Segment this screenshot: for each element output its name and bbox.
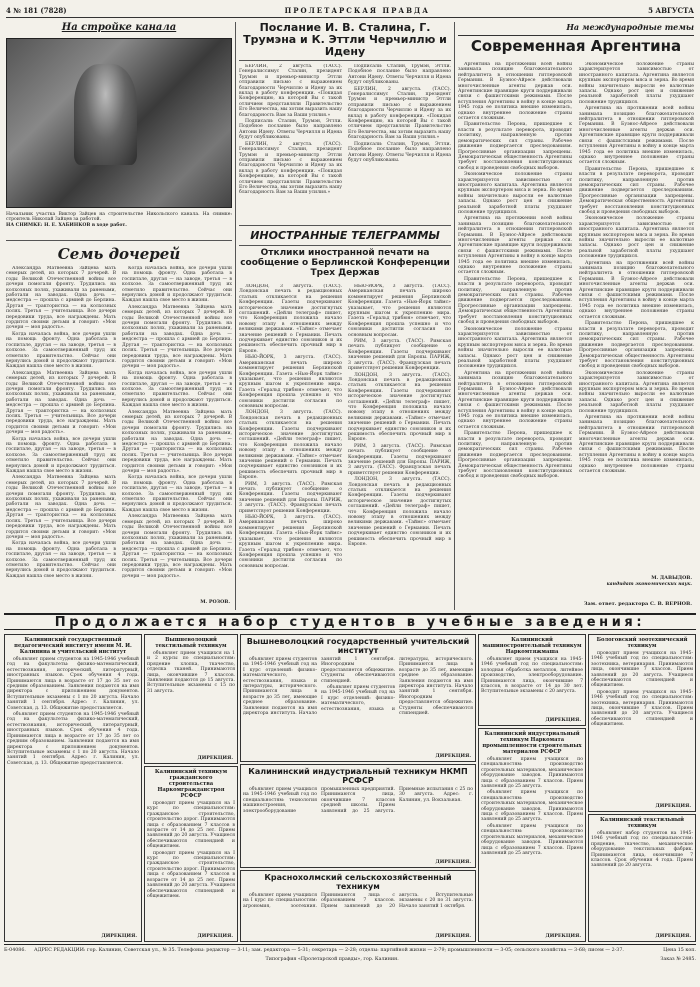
- ad-bologoe-zootechnical-technikum: Бологовский зоотехнический техникум проводит прием учащихся на 1945-1946 учебный год по специальностям: зоотехника, ветеринария. Принимаются лица, окончившие 7 классов. Прием заявлений до 20 августа. Учащиеся обеспечиваются стипендией и общежитием. проводит прием учащихся на 1945-1946 учебный год по специальностям: зоотехника, ветеринария. Принимаются лица, окончившие 7 классов. Прием заявлений до 20 августа. Учащиеся обеспечиваются стипендией и общежитием. ДИРЕКЦИЯ.: [588, 634, 696, 812]
- story-text-col2: Когда началась война, все дочери ушли на помощь фронту. Одна работала в госпитале, другая — на заводе, третья — в колхозе. За самоотверженный труд их отметило правительство. Сейчас они вернулись домой и продолжают трудиться. Каждая нашла свое место в жизни. Александра Матвеевна Зайцева мать семерых детей, из которых 7 дочерей. В годы Великой Отечественной войны все дочери помогали фронту. Трудились на колхозных полях, ухаживали за ранеными, работали на заводах. Одна дочь — медсестра — прошла с армией до Берлина. Другая — трактористка — на колхозных полях. Третья — учительница. Все дочери передовики труда, все награждены. Мать гордится своими детьми и говорит: «Мои дочери — моя радость». Когда началась война, все дочери ушли на помощь фронту. Одна работала в госпитале, другая — на заводе, третья — в колхозе. За самоотверженный труд их отметило правительство. Сейчас они вернулись домой и продолжают трудиться. Каждая нашла свое место в жизни. Александра Матвеевна Зайцева мать семерых детей, из которых 7 дочерей. В годы Великой Отечественной войны все дочери помогали фронту. Трудились на колхозных полях, ухаживали за ранеными, работали на заводах. Одна дочь — медсестра — прошла с армией до Берлина. Другая — трактористка — на колхозных полях. Третья — учительница. Все дочери передовики труда, все награждены. Мать гордится своими детьми и говорит: «Мои дочери — моя радость». Когда началась война, все дочери ушли на помощь фронту. Одна работала в госпитале, другая — на заводе, третья — в колхозе. За самоотверженный труд их отметило правительство. Сейчас они вернулись домой и продолжают трудиться. Каждая нашла свое место в жизни. Александра Матвеевна Зайцева мать семерых детей, из которых 7 дочерей. В годы Великой Отечественной войны все дочери помогали фронту. Трудились на колхозных полях, ухаживали за ранеными, работали на заводах. Одна дочь — медсестра — прошла с армией до Берлина. Другая — трактористка — на колхозных полях. Третья — учительница. Все дочери передовики труда, все награждены. Мать гордится своими детьми и говорит: «Мои дочери — моя радость».: [122, 266, 232, 579]
- ad-vyshny-volochek-teachers-institute: Вышневолоцкий государственный учительский институт объявляет прием студентов на 1945-1946 учебный год на I курс отделений: физико-математического, естествознания, языка и литературы, исторического. Принимаются лица в возрасте до 35 лет, имеющие среднее образование. Заявления подаются на имя директора института. Начало занятий 1 сентября. Иногородним предоставляется общежитие. Студенты обеспечиваются стипендией. объявляет прием студентов на 1945-1946 учебный год на I курс отделений: физико-математического, естествознания, языка и литературы, исторического. Принимаются лица в возрасте до 35 лет, имеющие среднее образование. Заявления подаются на имя директора института. Начало занятий 1 сентября. Иногородним предоставляется общежитие. Студенты обеспечиваются стипендией. ДИРЕКЦИЯ.: [240, 634, 476, 762]
- foreign-telegrams-heading: ИНОСТРАННЫЕ ТЕЛЕГРАММЫ: [250, 229, 440, 242]
- argentina-title: Современная Аргентина: [458, 35, 694, 55]
- main-article-col1: БЕРЛИН, 2 августа. (ТАСС). Генералиссимус Сталин, президент Трумэн и премьер-министр Эттли отправили письмо с выражением благодарности Черчиллю и Идену за их вклад в работу конференции. «Покидая Конференцию, на которой Вы с такой отличием представляли Правительство Его Величества, мы хотим выразить нашу благодарность Вам за Ваши усилия.» Подписали: Сталин, Трумэн, Эттли. Подобное послание было направлено Антони Идену. Ответы Черчилля и Идена будут опубликованы. БЕРЛИН, 2 августа. (ТАСС). Генералиссимус Сталин, президент Трумэн и премьер-министр Эттли отправили письмо с выражением благодарности Черчиллю и Идену за их вклад в работу конференции. «Покидая Конференцию, на которой Вы с такой отличием представляли Правительство Его Величества, мы хотим выразить нашу благодарность Вам за Ваши усилия.»: [239, 64, 342, 196]
- ad-vyshny-volochek-textile-technikum: Вышневолоцкий текстильный техникум объявляет прием учащихся на 1 и 2 курсы по специальностям: прядение хлопка, ткачество, отделка тканей. Принимаются лица, окончившие 7 классов. Заявления подаются до 15 августа. Вступительные экзамены с 15 по 31 августа. ДИРЕКЦИЯ.: [144, 634, 238, 764]
- issue-number: 4 № 181 (7828): [6, 6, 67, 15]
- main-article-title: Послание И. В. Сталина, Г. Трумэна и К. Эттли Черчиллю и Идену: [243, 22, 447, 59]
- price: Цена 15 коп.: [663, 948, 696, 953]
- censor-code: Б-04086.: [4, 948, 26, 953]
- right-rubric: На международные темы: [566, 22, 694, 32]
- order-number: Заказ № 2485.: [660, 957, 696, 962]
- ad-kalinin-machine-building-technikum: Калининский машиностроительный техникум Наркомтяжмаша объявляет прием учащихся на 1945-1946 учебный год по специальностям: холодная обработка металлов, литейное производство, электрооборудование. Принимаются лица, окончившие 7 классов, в возрасте от 14 до 30 лет. Вступительные экзамены с 20 августа. ДИРЕКЦИЯ.: [478, 634, 586, 726]
- argentina-signature: М. ДАВЫДОВ.: [651, 575, 692, 581]
- page-footer: [4, 944, 696, 984]
- argentina-col2: Экономическое положение страны характеризуется зависимостью от иностранного капитала. Аргентина является крупным экспортером мяса и зерна. Во время войны значительно выросли ее валютные запасы. Однако рост цен и снижение реальной заработной платы ухудшают положение трудящихся. Аргентина на протяжении всей войны занимала позицию благожелательного нейтралитета в отношении гитлеровской Германии. В Буэнос-Айресе действовали многочисленные агенты держав оси. Аргентинские правящие круги поддерживали связи с фашистскими режимами. После вступления Аргентины в войну в конце марта 1945 года ее политика внешне изменилась, однако внутреннее положение страны остается сложным. Правительство Перона, пришедшее к власти в результате переворота, проводит политику, направленную против демократических сил страны. Рабочее движение подвергается преследованиям. Прогрессивные организации запрещены. Демократическая общественность Аргентины требует восстановления конституционных свобод и проведения свободных выборов. Экономическое положение страны характеризуется зависимостью от иностранного капитала. Аргентина является крупным экспортером мяса и зерна. Во время войны значительно выросли ее валютные запасы. Однако рост цен и снижение реальной заработной платы ухудшают положение трудящихся. Аргентина на протяжении всей войны занимала позицию благожелательного нейтралитета в отношении гитлеровской Германии. В Буэнос-Айресе действовали многочисленные агенты держав оси. Аргентинские правящие круги поддерживали связи с фашистскими режимами. После вступления Аргентины в войну в конце марта 1945 года ее политика внешне изменилась, однако внутреннее положение страны остается сложным. Правительство Перона, пришедшее к власти в результате переворота, проводит политику, направленную против демократических сил страны. Рабочее движение подвергается преследованиям. Прогрессивные организации запрещены. Демократическая общественность Аргентины требует восстановления конституционных свобод и проведения свободных выборов. Экономическое положение страны характеризуется зависимостью от иностранного капитала. Аргентина является крупным экспортером мяса и зерна. Во время войны значительно выросли ее валютные запасы. Однако рост цен и снижение реальной заработной платы ухудшают положение трудящихся. Аргентина на протяжении всей войны занимала позицию благожелательного нейтралитета в отношении гитлеровской Германии. В Буэнос-Айресе действовали многочисленные агенты держав оси. Аргентинские правящие круги поддерживали связи с фашистскими режимами. После вступления Аргентины в войну в конце марта 1945 года ее политика внешне изменилась, однако внутреннее положение страны остается сложным.: [579, 62, 694, 475]
- foreign-press-title: Отклики иностранной печати на сообщение о Берлинской Конференции Трех Держав: [240, 248, 450, 278]
- main-article-col2: Подписали: Сталин, Трумэн, Эттли. Подобное послание было направлено Антони Идену. Ответы Черчилля и Идена будут опубликованы. БЕРЛИН, 2 августа. (ТАСС). Генералиссимус Сталин, президент Трумэн и премьер-министр Эттли отправили письмо с выражением благодарности Черчиллю и Идену за их вклад в работу конференции. «Покидая Конференцию, на которой Вы с такой отличием представляли Правительство Его Величества, мы хотим выразить нашу благодарность Вам за Ваши усилия.» Подписали: Сталин, Трумэн, Эттли. Подобное послание было направлено Антони Идену. Ответы Черчилля и Идена будут опубликованы.: [348, 64, 451, 163]
- deputy-editor: Зам. ответ. редактора С. В. ВЕРНОВ.: [583, 601, 692, 607]
- ad-kalinin-building-materials-technikum: Калининский индустриальный техникум Наркомата промышленности строительных материалов РСФСР объявляет прием учащихся по специальностям: производство строительных материалов, механическое оборудование заводов. Принимаются лица с образованием 7 классов. Прием заявлений до 25 августа. объявляет прием учащихся по специальностям: производство строительных материалов, механическое оборудование заводов. Принимаются лица с образованием 7 классов. Прием заявлений до 25 августа. объявляет прием учащихся по специальностям: производство строительных материалов, механическое оборудование заводов. Принимаются лица с образованием 7 классов. Прием заявлений до 25 августа. ДИРЕКЦИЯ.: [478, 728, 586, 942]
- argentina-col1: Аргентина на протяжении всей войны занимала позицию благожелательного нейтралитета в отношении гитлеровской Германии. В Буэнос-Айресе действовали многочисленные агенты держав оси. Аргентинские правящие круги поддерживали связи с фашистскими режимами. После вступления Аргентины в войну в конце марта 1945 года ее политика внешне изменилась, однако внутреннее положение страны остается сложным. Правительство Перона, пришедшее к власти в результате переворота, проводит политику, направленную против демократических сил страны. Рабочее движение подвергается преследованиям. Прогрессивные организации запрещены. Демократическая общественность Аргентины требует восстановления конституционных свобод и проведения свободных выборов. Экономическое положение страны характеризуется зависимостью от иностранного капитала. Аргентина является крупным экспортером мяса и зерна. Во время войны значительно выросли ее валютные запасы. Однако рост цен и снижение реальной заработной платы ухудшают положение трудящихся. Аргентина на протяжении всей войны занимала позицию благожелательного нейтралитета в отношении гитлеровской Германии. В Буэнос-Айресе действовали многочисленные агенты держав оси. Аргентинские правящие круги поддерживали связи с фашистскими режимами. После вступления Аргентины в войну в конце марта 1945 года ее политика внешне изменилась, однако внутреннее положение страны остается сложным. Правительство Перона, пришедшее к власти в результате переворота, проводит политику, направленную против демократических сил страны. Рабочее движение подвергается преследованиям. Прогрессивные организации запрещены. Демократическая общественность Аргентины требует восстановления конституционных свобод и проведения свободных выборов. Экономическое положение страны характеризуется зависимостью от иностранного капитала. Аргентина является крупным экспортером мяса и зерна. Во время войны значительно выросли ее валютные запасы. Однако рост цен и снижение реальной заработной платы ухудшают положение трудящихся. Аргентина на протяжении всей войны занимала позицию благожелательного нейтралитета в отношении гитлеровской Германии. В Буэнос-Айресе действовали многочисленные агенты держав оси. Аргентинские правящие круги поддерживали связи с фашистскими режимами. После вступления Аргентины в войну в конце марта 1945 года ее политика внешне изменилась, однако внутреннее положение страны остается сложным. Правительство Перона, пришедшее к власти в результате переворота, проводит политику, направленную против демократических сил страны. Рабочее движение подвергается преследованиям. Прогрессивные организации запрещены. Демократическая общественность Аргентины требует восстановления конституционных свобод и проведения свободных выборов.: [458, 62, 572, 480]
- printer-info: Типография «Пролетарской правды», гор. Калинин.: [265, 957, 399, 962]
- ad-krasny-kholm-agricultural-technikum: Краснохолмский сельскохозяйственный техникум объявляет прием учащихся на I курс по специальностям: агрономия, зоотехния. Принимаются лица с образованием 7 классов. Прием заявлений до 20 августа. Вступительные экзамены с 20 по 31 августа. Начало занятий 1 октября. ДИРЕКЦИЯ.: [240, 870, 476, 942]
- argentina-signature-title: кандидат экономических наук.: [606, 582, 692, 587]
- ad-civil-construction-technikum: Калининский техникум гражданского строительства Наркомгражданстроя РСФСР проводит прием учащихся на I курс по специальностям: гражданское строительство, строительство дорог. Принимаются лица с образованием 7 классов в возрасте от 14 до 25 лет. Прием заявлений до 20 августа. Учащиеся обеспечиваются стипендией и общежитием. проводит прием учащихся на I курс по специальностям: гражданское строительство, строительство дорог. Принимаются лица с образованием 7 классов в возрасте от 14 до 25 лет. Прием заявлений до 20 августа. Учащиеся обеспечиваются стипендией и общежитием. ДИРЕКЦИЯ.: [144, 766, 238, 942]
- ad-kalinin-industrial-technikum-nkmp: Калининский индустриальный техникум НКМП РСФСР объявляет прием учащихся на 1945-1946 учебный год по специальностям: технология машиностроения, электрооборудование промышленных предприятий. Принимаются лица, окончившие 7 классов средней школы. Прием заявлений до 25 августа. Приемные испытания с 25 по 30 августа. Адрес: г. Калинин, ул. Вокзальная. ДИРЕКЦИЯ.: [240, 764, 476, 868]
- newspaper-name: ПРОЛЕТАРСКАЯ ПРАВДА: [284, 6, 430, 15]
- story-text-col1: Александра Матвеевна Зайцева мать семерых детей, из которых 7 дочерей. В годы Великой Отечественной войны все дочери помогали фронту. Трудились на колхозных полях, ухаживали за ранеными, работали на заводах. Одна дочь — медсестра — прошла с армией до Берлина. Другая — трактористка — на колхозных полях. Третья — учительница. Все дочери передовики труда, все награждены. Мать гордится своими детьми и говорит: «Мои дочери — моя радость». Когда началась война, все дочери ушли на помощь фронту. Одна работала в госпитале, другая — на заводе, третья — в колхозе. За самоотверженный труд их отметило правительство. Сейчас они вернулись домой и продолжают трудиться. Каждая нашла свое место в жизни. Александра Матвеевна Зайцева мать семерых детей, из которых 7 дочерей. В годы Великой Отечественной войны все дочери помогали фронту. Трудились на колхозных полях, ухаживали за ранеными, работали на заводах. Одна дочь — медсестра — прошла с армией до Берлина. Другая — трактористка — на колхозных полях. Третья — учительница. Все дочери передовики труда, все награждены. Мать гордится своими детьми и говорит: «Мои дочери — моя радость». Когда началась война, все дочери ушли на помощь фронту. Одна работала в госпитале, другая — на заводе, третья — в колхозе. За самоотверженный труд их отметило правительство. Сейчас они вернулись домой и продолжают трудиться. Каждая нашла свое место в жизни. Александра Матвеевна Зайцева мать семерых детей, из которых 7 дочерей. В годы Великой Отечественной войны все дочери помогали фронту. Трудились на колхозных полях, ухаживали за ранеными, работали на заводах. Одна дочь — медсестра — прошла с армией до Берлина. Другая — трактористка — на колхозных полях. Третья — учительница. Все дочери передовики труда, все награждены. Мать гордится своими детьми и говорит: «Мои дочери — моя радость». Когда началась война, все дочери ушли на помощь фронту. Одна работала в госпитале, другая — на заводе, третья — в колхозе. За самоотверженный труд их отметило правительство. Сейчас они вернулись домой и продолжают трудиться. Каждая нашла свое место в жизни.: [6, 266, 116, 579]
- construction-photo: [6, 38, 232, 208]
- story-title: Семь дочерей: [57, 245, 181, 263]
- center-column: [239, 22, 451, 610]
- left-rubric: На стройке канала: [61, 22, 177, 33]
- story-signature: М. РОЗОВ.: [200, 599, 230, 605]
- page-header: [6, 4, 694, 18]
- ad-kalinin-textile-technikum: Калининский текстильный техникум объявляет набор студентов на 1945-1946 учебный год по специальностям: прядение, ткачество, механическое оборудование текстильных фабрик. Принимаются лица, окончившие 7 классов. Срок обучения 4 года. Прием заявлений до 20 августа. ДИРЕКЦИЯ.: [588, 814, 696, 942]
- right-column: [458, 22, 694, 610]
- left-column: [6, 22, 232, 610]
- foreign-press-col2: НЬЮ-ЙОРК, 3 августа. (ТАСС). Американская печать широко комментирует решения Берлинской Конференции. Газета «Нью-Йорк таймс» указывает, что решения являются крупным шагом к укреплению мира. Газета «Геральд трибюн» отмечает, что Конференция прошла успешно и что союзники достигли согласия по основным вопросам. РИМ, 3 августа. (ТАСС). Римская печать публикует сообщение о Конференции. Газеты подчеркивают значение решений для Европы. ПАРИЖ, 3 августа. (ТАСС). Французская печать приветствует решения Конференции. ЛОНДОН, 3 августа. (ТАСС). Лондонская печать в редакционных статьях откликается на решения Конференции. Газеты подчеркивают историческое значение достигнутых соглашений. «Дейли телеграф» пишет, что Конференция положила начало новому этапу в отношениях между великими державами. «Таймс» отмечает значение решений о Германии. Печать подчеркивает единство союзников и их решимость обеспечить прочный мир в Европе. РИМ, 3 августа. (ТАСС). Римская печать публикует сообщение о Конференции. Газеты подчеркивают значение решений для Европы. ПАРИЖ, 3 августа. (ТАСС). Французская печать приветствует решения Конференции. ЛОНДОН, 3 августа. (ТАСС). Лондонская печать в редакционных статьях откликается на решения Конференции. Газеты подчеркивают историческое значение достигнутых соглашений. «Дейли телеграф» пишет, что Конференция положила начало новому этапу в отношениях между великими державами. «Таймс» отмечает значение решений о Германии. Печать подчеркивает единство союзников и их решимость обеспечить прочный мир в Европе.: [348, 284, 451, 548]
- editorial-address: АДРЕС РЕДАКЦИИ: гор. Калинин, Советская ул., № 35. Телефоны: редактор — 3-11; зам. редактора — 5-31; секретарь — 2-28; отделы: партийной жизни — 2-79; промышленности — 3-05; сельского хозяйства — 3-68; писем — 2-37.: [33, 948, 624, 953]
- issue-date: 5 АВГУСТА: [648, 6, 694, 15]
- foreign-press-col1: ЛОНДОН, 3 августа. (ТАСС). Лондонская печать в редакционных статьях откликается на решения Конференции. Газеты подчеркивают историческое значение достигнутых соглашений. «Дейли телеграф» пишет, что Конференция положила начало новому этапу в отношениях между великими державами. «Таймс» отмечает значение решений о Германии. Печать подчеркивает единство союзников и их решимость обеспечить прочный мир в Европе. НЬЮ-ЙОРК, 3 августа. (ТАСС). Американская печать широко комментирует решения Берлинской Конференции. Газета «Нью-Йорк таймс» указывает, что решения являются крупным шагом к укреплению мира. Газета «Геральд трибюн» отмечает, что Конференция прошла успешно и что союзники достигли согласия по основным вопросам. ЛОНДОН, 3 августа. (ТАСС). Лондонская печать в редакционных статьях откликается на решения Конференции. Газеты подчеркивают историческое значение достигнутых соглашений. «Дейли телеграф» пишет, что Конференция положила начало новому этапу в отношениях между великими державами. «Таймс» отмечает значение решений о Германии. Печать подчеркивает единство союзников и их решимость обеспечить прочный мир в Европе. РИМ, 3 августа. (ТАСС). Римская печать публикует сообщение о Конференции. Газеты подчеркивают значение решений для Европы. ПАРИЖ, 3 августа. (ТАСС). Французская печать приветствует решения Конференции. НЬЮ-ЙОРК, 3 августа. (ТАСС). Американская печать широко комментирует решения Берлинской Конференции. Газета «Нью-Йорк таймс» указывает, что решения являются крупным шагом к укреплению мира. Газета «Геральд трибюн» отмечает, что Конференция прошла успешно и что союзники достигли согласия по основным вопросам.: [239, 284, 342, 569]
- ad-kalinin-pedagogical-institute: Калининский государственный педагогический институт имени М. И. Калинина и учительский институт объявляет прием студентов на 1945-1946 учебный год на факультеты: физико-математический, естествознания, исторический, литературный, иностранных языков. Срок обучения 4 года. Принимаются лица в возрасте от 17 до 35 лет со средним образованием. Заявления подаются на имя директора с приложением документов. Вступительные экзамены с 1 по 20 августа. Начало занятий 1 сентября. Адрес: г. Калинин, ул. Советская, д. 13. Общежитие предоставляется. объявляет прием студентов на 1945-1946 учебный год на факультеты: физико-математический, естествознания, исторический, литературный, иностранных языков. Срок обучения 4 года. Принимаются лица в возрасте от 17 до 35 лет со средним образованием. Заявления подаются на имя директора с приложением документов. Вступительные экзамены с 1 по 20 августа. Начало занятий 1 сентября. Адрес: г. Калинин, ул. Советская, д. 13. Общежитие предоставляется. ДИРЕКЦИЯ.: [4, 634, 142, 942]
- student-admissions-banner: Продолжается набор студентов в учебные заведения:: [4, 613, 696, 630]
- photo-caption: Начальник участка Виктор Зайцев на строительстве Никольского канала. На снимке: строитель Николай Зайцев за работой. НА СНИМКЕ: Н. Е. ХАБИНКОВ в ходе работ.: [6, 212, 232, 228]
